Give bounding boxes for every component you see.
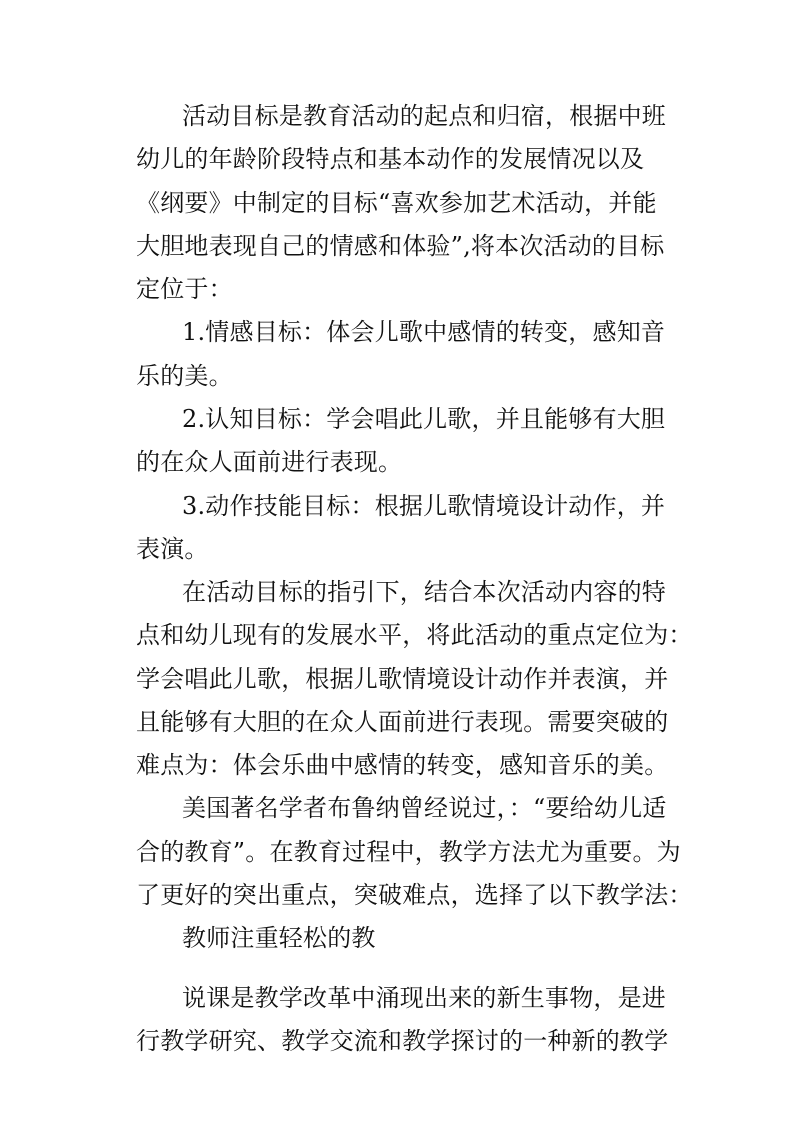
paragraph-line: 美国著名学者布鲁纳曾经说过，：“要给幼儿适 <box>182 794 667 822</box>
paragraph-line: 说课是教学改革中涌现出来的新生事物，是进 <box>182 984 666 1012</box>
goal-item-line: 2.认知目标：学会唱此儿歌，并且能够有大胆 <box>182 405 666 433</box>
paragraph-line: 合的教育”。在教育过程中，教学方法尤为重要。为 <box>136 838 681 866</box>
paragraph-line: 点和幼儿现有的发展水平，将此活动的重点定位为： <box>136 621 693 649</box>
paragraph-line: 活动目标是教育活动的起点和归宿，根据中班 <box>182 102 666 130</box>
paragraph-line: 教师注重轻松的教 <box>182 924 376 952</box>
goal-item-line: 3.动作技能目标：根据儿歌情境设计动作，并 <box>182 492 666 520</box>
goal-item-line: 表演。 <box>136 535 209 563</box>
paragraph-line: 定位于： <box>136 275 233 303</box>
goal-item-line: 乐的美。 <box>136 362 233 390</box>
paragraph-line: 行教学研究、教学交流和教学探讨的一种新的教学 <box>136 1027 669 1055</box>
goal-item-line: 1.情感目标：体会儿歌中感情的转变，感知音 <box>182 318 666 346</box>
goal-item-line: 的在众人面前进行表现。 <box>136 448 403 476</box>
paragraph-line: 幼儿的年龄阶段特点和基本动作的发展情况以及 <box>136 145 645 173</box>
paragraph-line: 且能够有大胆的在众人面前进行表现。需要突破的 <box>136 708 669 736</box>
paragraph-line: 了更好的突出重点，突破难点，选择了以下教学法： <box>136 881 693 909</box>
paragraph-line: 在活动目标的指引下，结合本次活动内容的特 <box>182 578 666 606</box>
paragraph-line: 难点为：体会乐曲中感情的转变，感知音乐的美。 <box>136 751 669 779</box>
paragraph-line: 学会唱此儿歌，根据儿歌情境设计动作并表演，并 <box>136 665 669 693</box>
paragraph-line: 大胆地表现自己的情感和体验”,将本次活动的目标 <box>136 232 665 260</box>
paragraph-line: 《纲要》中制定的目标“喜欢参加艺术活动，并能 <box>136 189 657 217</box>
